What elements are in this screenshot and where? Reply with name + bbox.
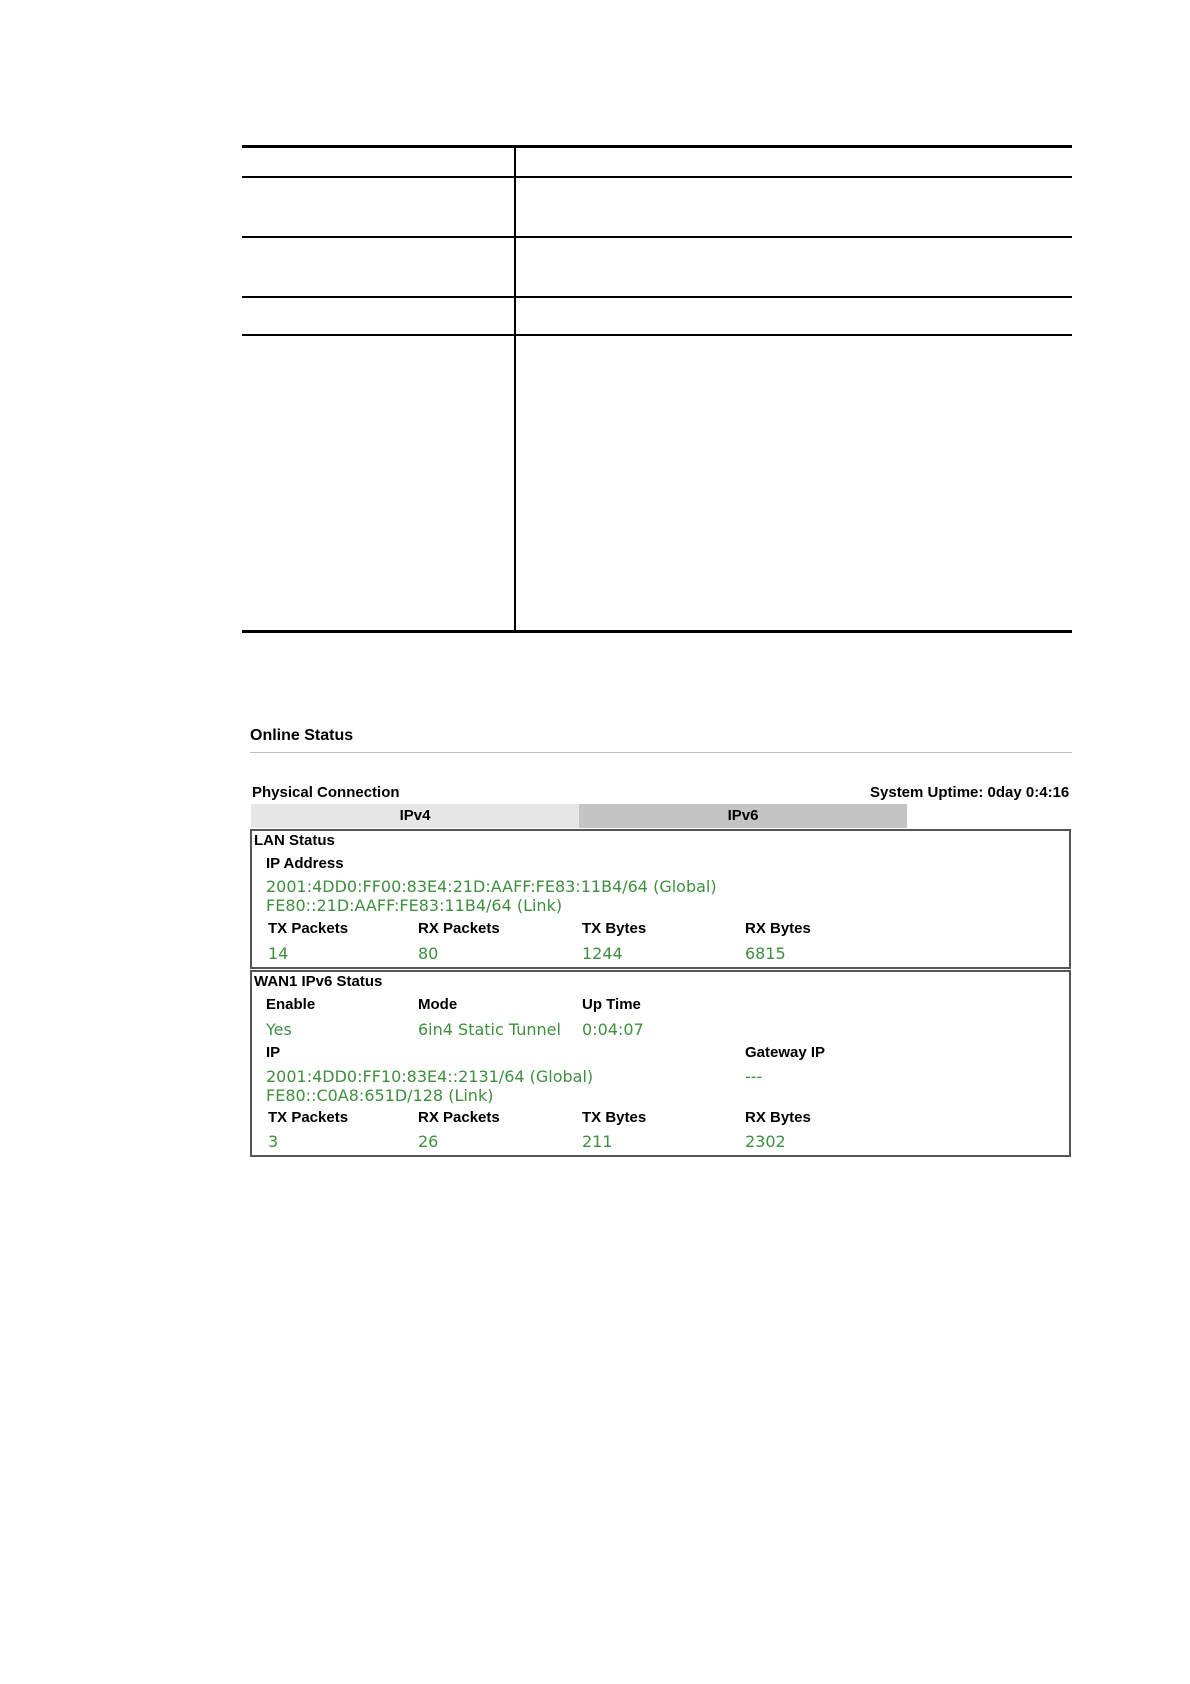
table-row-divider — [242, 296, 1072, 298]
wan-tx-bytes-value: 211 — [582, 1132, 613, 1151]
lan-status-title: LAN Status — [254, 832, 335, 849]
ip-label: IP — [266, 1044, 281, 1061]
wan-ip-global: 2001:4DD0:FF10:83E4::2131/64 (Global) — [266, 1067, 594, 1086]
table-top-rule — [242, 145, 1072, 148]
table-row-divider — [242, 334, 1072, 336]
system-uptime: System Uptime: 0day 0:4:16 — [870, 784, 1070, 801]
lan-ip-global: 2001:4DD0:FF00:83E4:21D:AAFF:FE83:11B4/64 (Global) — [266, 877, 717, 896]
mode-label: Mode — [418, 996, 458, 1013]
title-divider — [250, 752, 1072, 753]
lan-rx-packets-label: RX Packets — [418, 920, 500, 937]
wan-status-title: WAN1 IPv6 Status — [254, 973, 383, 990]
lan-tx-bytes-label: TX Bytes — [582, 920, 647, 937]
wan-rx-packets-label: RX Packets — [418, 1109, 500, 1126]
enable-value: Yes — [266, 1020, 292, 1039]
lan-tx-packets-value: 14 — [268, 944, 289, 963]
wan-rx-packets-value: 26 — [418, 1132, 439, 1151]
uptime-value: 0:04:07 — [582, 1020, 644, 1039]
table-row-divider — [242, 176, 1072, 178]
online-status-title: Online Status — [250, 727, 354, 744]
physical-connection-label: Physical Connection — [252, 784, 400, 801]
wan-ip-link: FE80::C0A8:651D/128 (Link) — [266, 1086, 494, 1105]
tab-ipv6[interactable]: IPv6 — [579, 804, 907, 828]
wan-tx-packets-label: TX Packets — [268, 1109, 349, 1126]
lan-rx-packets-value: 80 — [418, 944, 439, 963]
lan-ip-link: FE80::21D:AAFF:FE83:11B4/64 (Link) — [266, 896, 563, 915]
gateway-ip-value: --- — [745, 1067, 763, 1086]
tab-ipv4[interactable]: IPv4 — [251, 804, 579, 828]
table-column-divider — [514, 145, 516, 633]
ip-address-label: IP Address — [266, 855, 344, 872]
lan-status-panel — [250, 829, 1071, 969]
mode-value: 6in4 Static Tunnel — [418, 1020, 561, 1039]
gateway-ip-label: Gateway IP — [745, 1044, 826, 1061]
document-table — [242, 145, 1072, 633]
lan-tx-bytes-value: 1244 — [582, 944, 623, 963]
enable-label: Enable — [266, 996, 316, 1013]
table-bottom-rule — [242, 630, 1072, 633]
table-row-divider — [242, 236, 1072, 238]
wan-rx-bytes-value: 2302 — [745, 1132, 786, 1151]
wan-ipv6-status-panel — [250, 970, 1071, 1157]
wan-rx-bytes-label: RX Bytes — [745, 1109, 811, 1126]
lan-tx-packets-label: TX Packets — [268, 920, 349, 937]
uptime-label: Up Time — [582, 996, 641, 1013]
lan-rx-bytes-value: 6815 — [745, 944, 786, 963]
wan-tx-packets-value: 3 — [268, 1132, 279, 1151]
lan-rx-bytes-label: RX Bytes — [745, 920, 811, 937]
wan-tx-bytes-label: TX Bytes — [582, 1109, 647, 1126]
